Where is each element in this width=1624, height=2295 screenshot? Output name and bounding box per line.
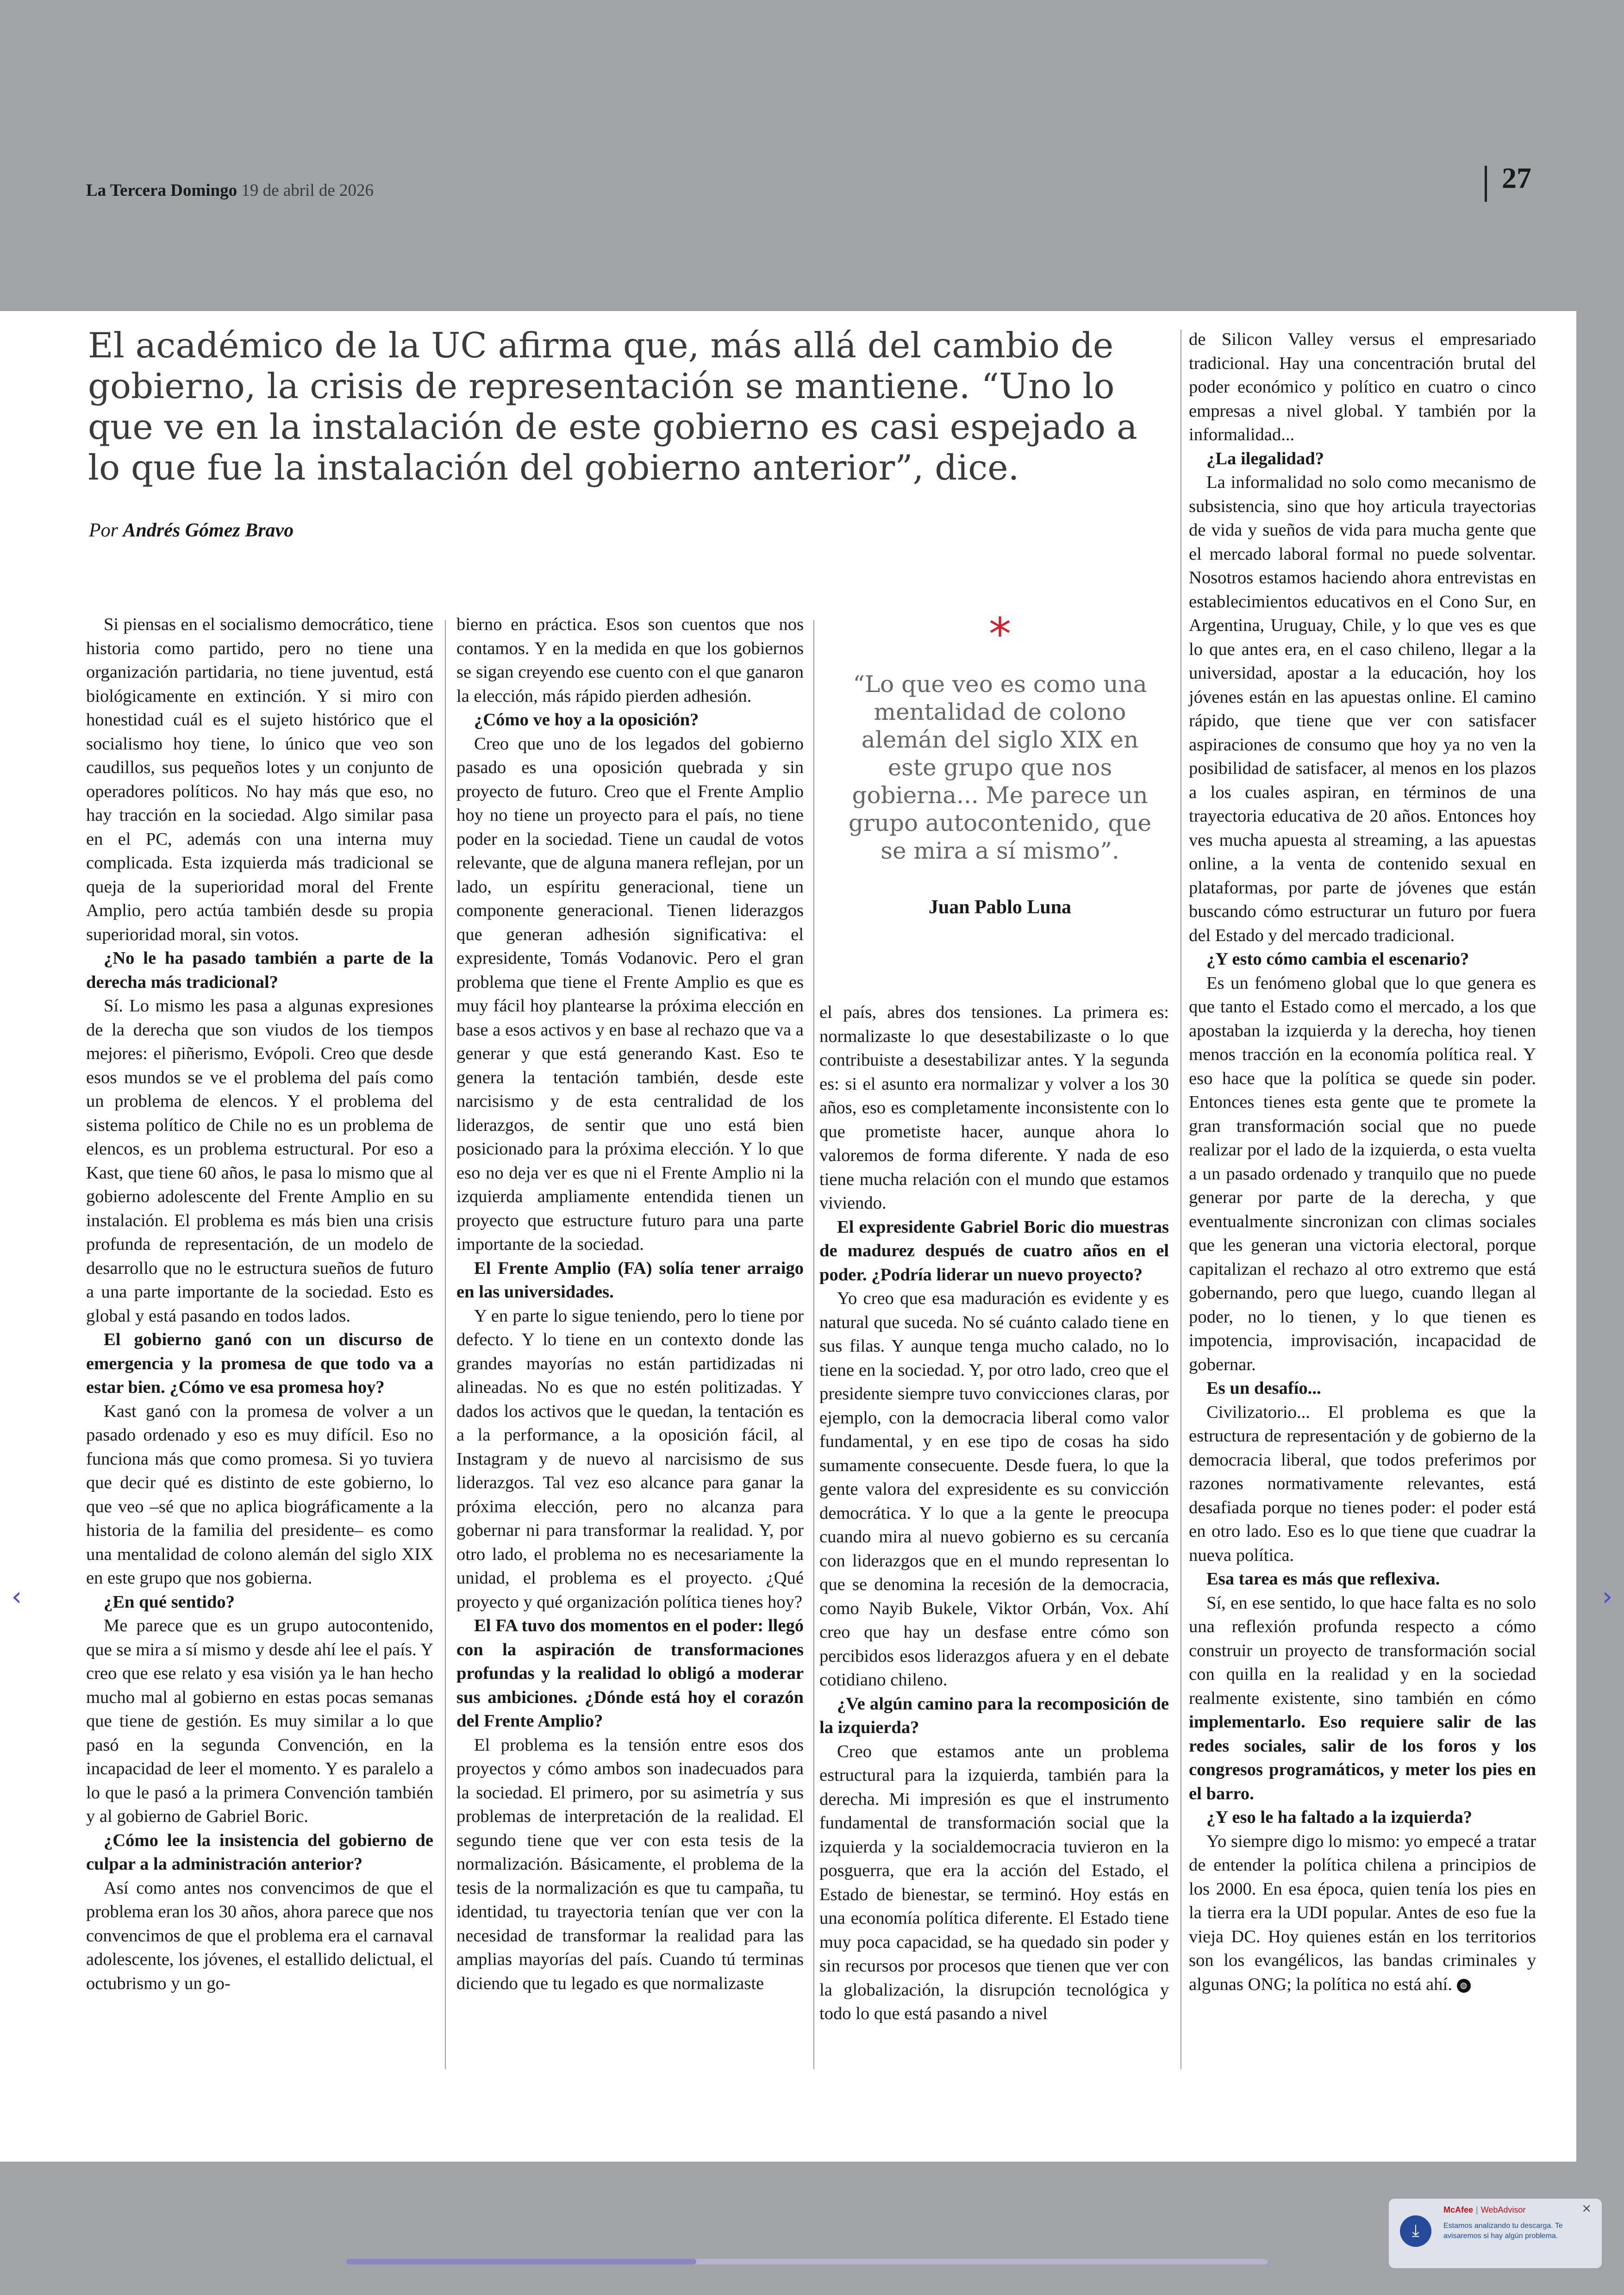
article-column-3	[819, 1001, 1169, 2026]
interview-question: ¿No le ha pasado también a parte de la derecha más tradicional?	[86, 948, 433, 992]
download-notification	[1389, 2199, 1602, 2268]
page-header-area	[0, 0, 1624, 311]
pull-quote	[843, 608, 1157, 918]
interview-answer: Me parece que es un grupo autocontenido, que se mira a sí mismo y desde ahí lee el país. Y creo que ese relato y esa visión ya le han hecho mucho mal al gobierno en estas pocas semanas que tiene de gestión. Es muy similar a lo que pasó en la segunda Convención, en la incapacidad de leer el momento. Y es paralelo a lo que le pasó a la primera Convención también y al gobierno de Gabriel Boric.	[86, 1616, 433, 1826]
interview-answer	[1189, 1591, 1536, 1806]
interview-question: El Frente Amplio (FA) solía tener arraigo en las universidades.	[456, 1258, 804, 1302]
interview-question: ¿En qué sentido?	[104, 1592, 235, 1612]
pull-quote-text: “Lo que veo es como una mentalidad de colono alemán del siglo XIX en este grupo que nos gobierna... Me parece un grupo autocontenido, que se mira a sí mismo”.	[848, 671, 1152, 864]
page-number-divider	[1485, 166, 1487, 202]
page-number: 27	[1502, 162, 1531, 194]
brand-name: McAfee	[1443, 2205, 1474, 2214]
article-page	[0, 311, 1576, 2162]
article-deck: El académico de la UC afirma que, más allá del cambio de gobierno, la crisis de representación se mantiene. “Uno lo que ve en la instalación de este gobierno es casi espejado a lo que fue la instalación del gobierno anterior”, dice.	[88, 325, 1137, 488]
interview-question: ¿Cómo lee la insistencia del gobierno de culpar a la administración anterior?	[86, 1830, 433, 1874]
interview-answer: Yo creo que esa maduración es evidente y es natural que suceda. No sé cuánto calado tiene en sus filas. Y aunque tenga mucho calado, no lo tiene en la sociedad. Y, por otro lado, creo que el presidente siempre tuvo convicciones claras, por ejemplo, con la democracia liberal como valor fundamental, y en ese tipo de cosas ha sido sumamente consecuente. Desde fuera, lo que la gente valora del expresidente es su convicción democrática. Y lo que a la gente le preocupa cuando mira al nuevo gobierno es su cercanía con liderazgos que en el mundo representan lo que se denomina la recesión de la democracia, como Nayib Bukele, Viktor Orbán, Vox. Ahí creo que hay un desfase entre cómo son percibidos esos liderazgos afuera y en el debate cotidiano chileno.	[819, 1289, 1169, 1690]
interview-question: ¿Cómo ve hoy a la oposición?	[474, 710, 699, 730]
byline-prefix: Por	[89, 520, 118, 541]
answer-emphasis: implementarlo. Eso requiere salir de las redes sociales, salir de los foros y los congresos programáticos, y meter los pies en el barro.	[1189, 1712, 1536, 1803]
interview-answer: Sí. Lo mismo les pasa a algunas expresiones de la derecha que son viudos de los tiempos mejores: el piñerismo, Evópoli. Creo que desde esos mundos se ve el problema del país como un problema de elencos. Y el problema del sistema político de Chile no es un problema de elencos, es un problema estructural. Por eso a Kast, que tiene 60 años, le pasa lo mismo que al gobierno adolescente del Frente Amplio en su instalación. El problema es más bien una crisis profunda de representación, de un modelo de desarrollo que no le estructura sueños de futuro a una parte importante de la sociedad. Esto es global y está pasando en todos lados.	[86, 996, 433, 1326]
interview-answer: Creo que uno de los legados del gobierno pasado es una oposición quebrada y sin proyecto de futuro. Creo que el Frente Amplio hoy no tiene un proyecto para el país, no tiene poder en la sociedad. Tiene un caudal de votos relevante, que de alguna manera reflejan, por un lado, un espíritu generacional, tiene un componente generacional. Tienen liderazgos que generan adhesión significativa: el expresidente, Tomás Vodanovic. Pero el gran problema que tiene el Frente Amplio es que es muy fácil hoy plantearse la próxima elección en base a esos activos y en base al rechazo que va a generar y que está generando Kast. Eso te genera la tentación también, desde este narcisismo y de esta centralidad de los liderazgos, de sentir que uno está bien posicionado para la próxima elección. Y lo que eso no deja ver es que ni el Frente Amplio ni la izquierda ampliamente entendida tienen un proyecto que estructure futuro para una parte importante de la sociedad.	[456, 734, 804, 1254]
interview-question: El expresidente Gabriel Boric dio muestras de madurez después de cuatro años en el poder. ¿Podría liderar un nuevo proyecto?	[819, 1217, 1169, 1285]
article-column-1	[86, 613, 433, 1996]
interview-question: ¿Ve algún camino para la recomposición de la izquierda?	[819, 1694, 1169, 1737]
interview-answer: Y en parte lo sigue teniendo, pero lo tiene por defecto. Y lo tiene en un contexto donde las grandes mayorías no están partidizadas ni alineadas. No es que no estén politizadas. Y dados los activos que le quedan, la tentación es a la performance, a la oposición fácil, al Instagram y de nuevo al narcisismo de sus liderazgos. Tal vez eso alcance para ganar la próxima elección, pero no alcanza para gobernar ni para transformar la realidad. Y, por otro lado, el problema no es necesariamente la unidad, el problema es el proyecto. ¿Qué proyecto y qué organización política tienes hoy?	[456, 1306, 804, 1612]
interview-answer: Kast ganó con la promesa de volver a un pasado ordenado y eso es muy difícil. Eso no funciona más que como promesa. Si yo tuviera que decir qué es distinto de este gobierno, lo que veo –sé que no aplica biográficamente a la historia de la familia del presidente– es como una mentalidad de colono alemán del siglo XIX en este grupo que nos gobierna.	[86, 1401, 433, 1588]
masthead	[86, 181, 374, 200]
interview-question: ¿La ilegalidad?	[1206, 449, 1324, 468]
interview-question: ¿Y eso le ha faltado a la izquierda?	[1206, 1808, 1473, 1827]
interview-answer: Civilizatorio... El problema es que la estructura de representación y de gobierno de la democracia liberal, que todos preferimos por razones normativamente relevantes, está desafiada porque no tienes poder: el poder está en otro lado. Eso es lo que tiene que cuadrar la nueva política.	[1189, 1402, 1536, 1565]
interview-answer: La informalidad no solo como mecanismo de subsistencia, sino que hoy articula trayectorias de vida y sueños de vida para mucha gente que el mercado laboral formal no puede solventar. Nosotros estamos haciendo ahora entrevistas en establecimientos educativos en el Cono Sur, en Argentina, Uruguay, Chile, y lo que ves es que lo que antes era, en el caso chileno, llegar a la universidad, apostar a la educación, hoy los jóvenes están en las apuestas online. El camino rápido, que tiene que ver con satisfacer aspiraciones de consumo que hoy ya no ven la posibilidad de satisfacer, al menos en los plazos a los cuales aspiran, en términos de una trayectoria educativa de 20 años. Entonces hoy ves mucha apuesta al streaming, a las apuestas online, a la venta de contenido sexual en plataformas, por parte de jóvenes que están buscando cómo estructurar un futuro por fuera del Estado y del mercado tradicional.	[1189, 473, 1536, 945]
interview-answer: Si piensas en el socialismo democrático, tiene historia como partido, pero no tiene una organización partidaria, no tiene juventud, está biológicamente en extinción. Y si miro con honestidad cuál es el sujeto histórico que el socialismo hoy tiene, lo único que veo son caudillos, sus pequeños lotes y un conjunto de operadores políticos. No hay más que eso, no hay tracción en la sociedad. Algo similar pasa en el PC, además con una interna muy complicada. Esta izquierda más tradicional se queja de la superioridad moral del Frente Amplio, pero actúa también desde su propia superioridad moral, sin votos.	[86, 615, 433, 944]
article-column-2	[456, 613, 804, 1996]
previous-page-button[interactable]: ‹	[11, 1582, 22, 1612]
interview-question: El gobierno ganó con un discurso de emergencia y la promesa de que todo va a estar bien. ¿Cómo ve esa promesa hoy?	[86, 1330, 433, 1397]
interview-question: Es un desafío...	[1206, 1378, 1321, 1398]
interview-answer: Yo siempre digo lo mismo: yo empecé a tratar de entender la política chilena a principios de los 2000. En esa época, quien tenía los pies en la tierra era la UDI popular. Antes de eso fue la vieja DC. Hoy quienes están en los territorios son los evangélicos, las bandas criminales y algunas ONG; la política no está ahí. ◍	[1189, 1831, 1536, 1994]
interview-answer: El problema es la tensión entre esos dos proyectos y cómo ambos son inadecuados para la sociedad. El primero, por su asimetría y sus problemas de interpretación de la realidad. El segundo tiene que ver con esta tesis de la normalización. Básicamente, el problema de la tesis de la normalización es que tu campaña, tu identidad, tu trayectoria tenían que ver con la necesidad de transformar la realidad para las amplias mayorías del país. Cuando tú terminas diciendo que tu legado es que normalizaste	[456, 1735, 804, 1993]
page-scroll-track[interactable]	[346, 2259, 1268, 2264]
byline-author: Andrés Gómez Bravo	[123, 520, 294, 541]
interview-question: El FA tuvo dos momentos en el poder: llegó con la aspiración de transformaciones profundas y la realidad lo obligó a moderar sus ambiciones. ¿Dónde está hoy el corazón del Frente Amplio?	[456, 1616, 804, 1731]
column-divider	[813, 620, 814, 2069]
page-scroll-thumb[interactable]	[346, 2259, 696, 2264]
download-icon: ⤓	[1400, 2215, 1431, 2247]
notification-message: Estamos analizando tu descarga. Te avisaremos si hay algún problema.	[1443, 2222, 1563, 2240]
article-column-4	[1189, 328, 1536, 1996]
interview-question: Esa tarea es más que reflexiva.	[1206, 1569, 1440, 1589]
close-icon[interactable]: ×	[1581, 2201, 1592, 2215]
next-page-button[interactable]: ›	[1602, 1582, 1613, 1612]
column-divider	[445, 620, 446, 2069]
notification-title: McAfee | WebAdvisor	[1443, 2205, 1526, 2214]
interview-answer: el país, abres dos tensiones. La primera es: normalizaste lo que desestabilizaste o lo que contribuiste a desestabilizar antes. Y la segunda es: si el asunto era normalizar y volver a los 30 años, eso es completamente inconsistente con lo que prometiste hacer, aunque ahora lo valoremos de forma diferente. Y nada de eso tiene mucha relación con el mundo que estamos viviendo.	[819, 1003, 1169, 1213]
interview-answer: de Silicon Valley versus el empresariado tradicional. Hay una concentración brutal del poder económico y político en cuatro o cinco empresas a nivel global. Y también por la informalidad...	[1189, 330, 1536, 444]
publication-name: La Tercera Domingo	[86, 181, 237, 200]
interview-answer: bierno en práctica. Esos son cuentos que nos contamos. Y en la medida en que los gobiernos se sigan creyendo ese cuento con el que ganaron la elección, más rápido pierden adhesión.	[456, 615, 804, 706]
end-of-article-icon: ◍	[1457, 1979, 1471, 1993]
byline	[89, 519, 294, 542]
interview-question: ¿Y esto cómo cambia el escenario?	[1206, 949, 1469, 969]
interview-answer: Así como antes nos convencimos de que el problema eran los 30 años, ahora parece que nos convencimos de que el problema era el carnaval adolescente, los jóvenes, el estallido delictual, el octubrismo y un go-	[86, 1878, 433, 1993]
issue-date: 19 de abril de 2026	[241, 181, 374, 200]
answer-text: Sí, en ese sentido, lo que hace falta es no solo una reflexión profunda respecto a cómo construir un proyecto de transformación social con quilla en la realidad y en la sociedad realmente existente, sino también en cómo	[1189, 1593, 1536, 1708]
product-name: WebAdvisor	[1480, 2205, 1526, 2214]
interview-answer: Creo que estamos ante un problema estructural para la izquierda, también para la derecha. Mi impresión es que el instrumento fundamental de transformación social que la izquierda y la socialdemocracia tuvieron en la posguerra, que era la acción del Estado, el Estado de bienestar, se terminó. Hoy estás en una economía política diferente. El Estado tiene muy poca capacidad, se ha quedado sin poder y sin recursos por procesos que tienen que ver con la globalización, la disrupción tecnológica y todo lo que está pasando a nivel	[819, 1741, 1169, 2023]
asterisk-icon: *	[989, 608, 1011, 660]
pull-quote-author: Juan Pablo Luna	[928, 897, 1072, 918]
interview-answer: Es un fenómeno global que lo que genera es que tanto el Estado como el mercado, a los que apostaban la izquierda y la derecha, hoy tienen menos tracción en la economía política real. Y eso hace que la política se quede sin poder. Entonces tienes esta gente que te promete la gran transformación social que no puede realizar por el lado de la izquierda, o esta vuelta a un pasado ordenado y tranquilo que no puede generar por parte de la derecha, y que eventualmente sincronizan con climas sociales que les generan una victoria electoral, porque capitalizan el rechazo al otro extremo que está gobernando, pero que luego, cuando llegan al poder, no lo tienen, y lo que tienen es impotencia, improvisación, incapacidad de gobernar.	[1189, 973, 1536, 1374]
